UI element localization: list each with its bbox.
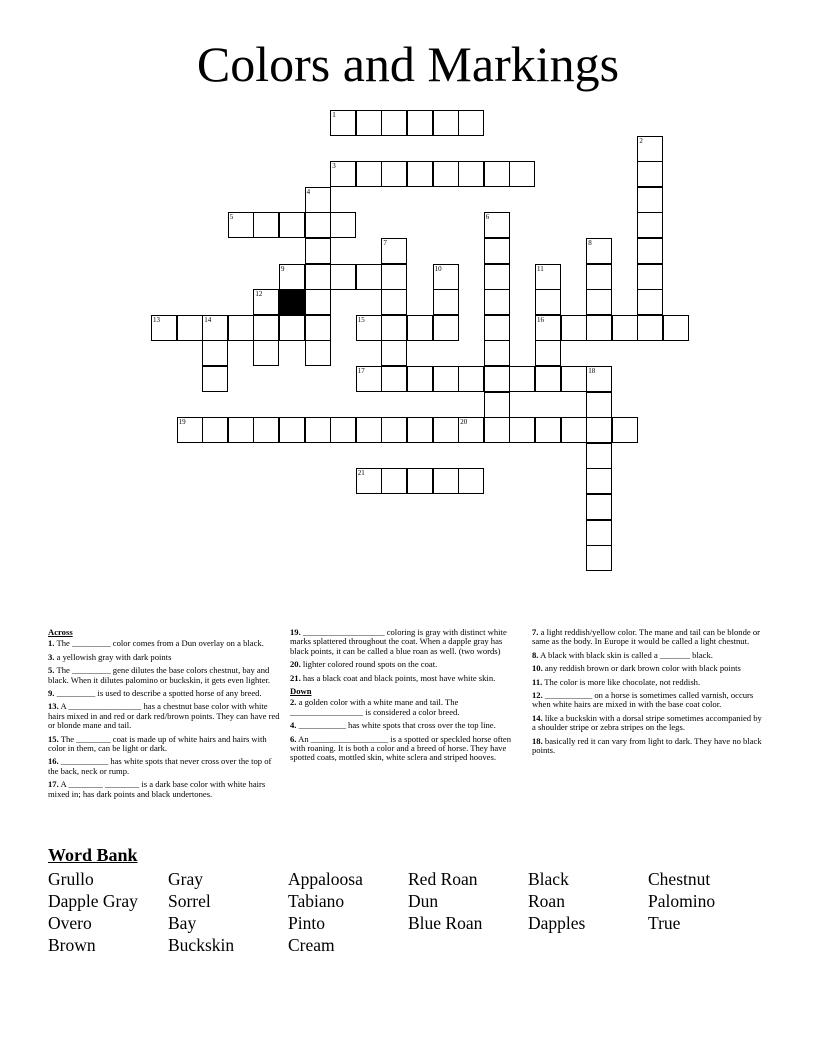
crossword-cell[interactable] xyxy=(330,417,356,443)
crossword-cell[interactable] xyxy=(305,238,331,264)
word-bank-item: Dun xyxy=(408,891,439,911)
crossword-cell[interactable] xyxy=(586,520,612,546)
word-bank-column xyxy=(288,868,363,956)
word-bank-item: Buckskin xyxy=(168,935,235,955)
clue-number: 17 xyxy=(357,367,365,375)
crossword-cell[interactable] xyxy=(407,468,433,494)
word-bank-item: Pinto xyxy=(288,913,325,933)
word-bank-column xyxy=(168,868,234,956)
crossword-cell[interactable] xyxy=(356,315,382,341)
crossword-cell[interactable] xyxy=(177,417,203,443)
clue-number: 12 xyxy=(255,290,263,299)
crossword-cell[interactable] xyxy=(535,366,561,392)
clue-down-8: 8. A black with black skin is called a _______ black. xyxy=(532,649,713,660)
clue-number: 14 xyxy=(204,315,212,324)
clue-number: 20 xyxy=(460,418,468,427)
clue-number: 10 xyxy=(434,264,442,273)
crossword-cell[interactable] xyxy=(637,289,663,315)
crossword-cell[interactable] xyxy=(381,417,407,443)
word-bank-item: Red Roan xyxy=(408,869,478,889)
crossword-cell[interactable] xyxy=(381,315,407,341)
crossword-cell[interactable] xyxy=(433,366,459,392)
word-bank-item: Chestnut xyxy=(648,869,711,889)
crossword-cell[interactable] xyxy=(253,315,279,341)
clue-number: 4 xyxy=(306,187,311,196)
crossword-cell[interactable] xyxy=(253,417,279,443)
clue-column-1 xyxy=(48,628,280,803)
word-bank-column xyxy=(648,868,715,934)
word-bank-column xyxy=(528,868,585,934)
crossword-cell[interactable] xyxy=(637,187,663,213)
word-bank-item: Bay xyxy=(168,913,197,933)
crossword-cell[interactable] xyxy=(305,417,331,443)
crossword-cell[interactable] xyxy=(433,315,459,341)
crossword-cell[interactable] xyxy=(279,264,305,290)
crossword-cell[interactable] xyxy=(305,264,331,290)
crossword-cell[interactable] xyxy=(535,340,561,366)
crossword-cell[interactable] xyxy=(330,110,356,136)
clue-number: 5 xyxy=(229,213,234,222)
crossword-cell[interactable] xyxy=(305,315,331,341)
crossword-cell[interactable] xyxy=(381,289,407,315)
crossword-cell[interactable] xyxy=(202,417,228,443)
crossword-cell[interactable] xyxy=(356,110,382,136)
clue-number: 2 xyxy=(639,136,643,145)
clue-down-18: 18. basically red it can vary from light to dark. They have no black points. xyxy=(532,735,762,756)
clue-down-6: 6. An __________________ is a spotted or speckled horse often with roaning. It is both a color and a breed of horse. They have spotted coats, mottled skin, white sclera and striped hooves. xyxy=(290,733,512,763)
crossword-cell[interactable] xyxy=(535,264,561,290)
page-title: Colors and Markings xyxy=(196,36,620,92)
crossword-cell[interactable] xyxy=(228,315,254,341)
crossword-cell[interactable] xyxy=(586,545,612,571)
crossword-cell[interactable] xyxy=(356,366,382,392)
word-bank-item: Dapples xyxy=(528,913,586,933)
word-bank-column xyxy=(48,868,138,956)
crossword-cell[interactable] xyxy=(330,161,356,187)
clue-down-7: 7. a light reddish/yellow color. The mane and tail can be blonde or same as the body. In Europe it would be called a light chestnut. xyxy=(532,627,761,647)
crossword-cell[interactable] xyxy=(586,443,612,469)
clue-number: 13 xyxy=(153,315,160,324)
crossword-cell[interactable] xyxy=(433,110,459,136)
crossword-cell[interactable] xyxy=(484,212,510,238)
crossword-cell[interactable] xyxy=(407,161,433,187)
crossword-cell[interactable] xyxy=(381,468,407,494)
clue-number: 16 xyxy=(537,315,544,324)
crossword-cell[interactable] xyxy=(586,417,612,443)
crossword-cell[interactable] xyxy=(535,417,561,443)
word-bank-item: True xyxy=(648,913,681,933)
crossword-cell[interactable] xyxy=(637,212,663,238)
crossword-cell[interactable] xyxy=(586,392,612,418)
crossword-cell[interactable] xyxy=(407,366,433,392)
crossword-cell[interactable] xyxy=(458,110,484,136)
clue-across-9: 9. _________ is used to describe a spotted horse of any breed. xyxy=(48,688,262,699)
crossword-cell[interactable] xyxy=(484,392,510,418)
clue-number: 19 xyxy=(178,418,186,427)
crossword-cell[interactable] xyxy=(586,468,612,494)
word-bank-item: Appaloosa xyxy=(288,869,363,889)
clue-down-2: 2. a golden color with a white mane and tail. The _________________ is considered a color breed. xyxy=(290,697,460,717)
crossword-cell[interactable] xyxy=(612,417,638,443)
crossword-cell[interactable] xyxy=(356,468,382,494)
crossword-cell[interactable] xyxy=(381,238,407,264)
clue-across-13: 13. A _________________ has a chestnut base color with white hairs mixed in and red or dark red/brown points. They can have red or blonde mane and tail. xyxy=(48,701,280,731)
crossword-cell[interactable] xyxy=(279,315,305,341)
crossword-cell[interactable] xyxy=(381,366,407,392)
crossword-cell[interactable] xyxy=(484,264,510,290)
crossword-cell[interactable] xyxy=(330,212,356,238)
word-bank-item: Cream xyxy=(288,935,335,955)
crossword-cell[interactable] xyxy=(253,340,279,366)
clue-across-21: 21. has a black coat and black points, most have white skin. xyxy=(290,672,496,683)
clue-across-19: 19. ___________________ coloring is gray with distinct white marks splattered throughout the coat. When a dapple gray has black points, it can be called a blue roan as well. (two words) xyxy=(290,627,507,656)
clue-across-20: 20. lighter colored round spots on the coat. xyxy=(290,659,438,670)
word-bank-item: Overo xyxy=(48,913,92,933)
crossword-cell[interactable] xyxy=(637,315,663,341)
crossword-cell[interactable] xyxy=(612,315,638,341)
clue-number: 11 xyxy=(537,264,544,273)
word-bank-item: Sorrel xyxy=(168,891,211,911)
word-bank-item: Blue Roan xyxy=(408,913,483,933)
crossword-cell[interactable] xyxy=(586,315,612,341)
clue-number: 7 xyxy=(383,239,387,247)
crossword-cell[interactable] xyxy=(561,417,587,443)
clue-down-4: 4. ___________ has white spots that cross over the top line. xyxy=(290,720,496,731)
crossword-cell[interactable] xyxy=(381,110,407,136)
word-bank-item: Tabiano xyxy=(288,891,345,911)
crossword-cell[interactable] xyxy=(356,161,382,187)
crossword-cell[interactable] xyxy=(305,340,331,366)
clue-number: 18 xyxy=(588,367,596,375)
clue-across-5: 5. The _________ gene dilutes the base colors chestnut, bay and black. When it dilutes palomino or buckskin, it gets even lighter. xyxy=(48,665,271,685)
clue-number: 1 xyxy=(332,111,336,119)
crossword-cell[interactable] xyxy=(484,161,510,187)
crossword-cell[interactable] xyxy=(586,289,612,315)
crossword-cell[interactable] xyxy=(509,417,535,443)
crossword-cell[interactable] xyxy=(381,340,407,366)
crossword-cell[interactable] xyxy=(356,417,382,443)
crossword-cell[interactable] xyxy=(433,417,459,443)
clue-number: 9 xyxy=(281,264,285,273)
clue-across-15: 15. The ________ coat is made up of white hairs and hairs with color in them, can be light or dark. xyxy=(48,733,267,754)
clue-number: 6 xyxy=(485,213,490,222)
crossword-cell[interactable] xyxy=(458,161,484,187)
crossword-cell[interactable] xyxy=(228,417,254,443)
crossword-cell[interactable] xyxy=(458,468,484,494)
clue-number: 8 xyxy=(588,239,592,247)
crossword-cell[interactable] xyxy=(637,161,663,187)
crossword-cell[interactable] xyxy=(305,289,331,315)
crossword-cell[interactable] xyxy=(407,417,433,443)
crossword-cell[interactable] xyxy=(305,187,331,213)
crossword-cell[interactable] xyxy=(253,289,279,315)
clue-across-1: 1. The _________ color comes from a Dun overlay on a black. xyxy=(48,638,264,649)
crossword-cell[interactable] xyxy=(484,340,510,366)
crossword-cell[interactable] xyxy=(637,264,663,290)
crossword-cell[interactable] xyxy=(407,110,433,136)
crossword-cell[interactable] xyxy=(535,289,561,315)
crossword-cell[interactable] xyxy=(561,315,587,341)
black-square xyxy=(279,289,305,315)
down-header: Down xyxy=(290,686,312,697)
crossword-cell[interactable] xyxy=(637,238,663,264)
clue-down-12: 12. ___________ on a horse is sometimes called varnish, occurs when white hairs are mixed in with the base coat color. xyxy=(532,690,754,710)
word-bank-title: Word Bank xyxy=(48,845,138,865)
crossword-cell[interactable] xyxy=(305,212,331,238)
clue-across-3: 3. a yellowish gray with dark points xyxy=(48,651,172,662)
clue-number: 15 xyxy=(357,315,365,324)
crossword-cell[interactable] xyxy=(202,366,228,392)
crossword-cell[interactable] xyxy=(433,468,459,494)
crossword-cell[interactable] xyxy=(151,315,177,341)
clue-down-11: 11. The color is more like chocolate, not reddish. xyxy=(532,676,701,687)
clue-down-10: 10. any reddish brown or dark brown color with black points xyxy=(532,663,741,674)
crossword-cell[interactable] xyxy=(484,366,510,392)
word-bank-item: Roan xyxy=(528,891,565,911)
crossword-cell[interactable] xyxy=(458,417,484,443)
word-bank-item: Black xyxy=(528,869,569,889)
crossword-cell[interactable] xyxy=(202,315,228,341)
crossword-cell[interactable] xyxy=(458,366,484,392)
crossword-cell[interactable] xyxy=(177,315,203,341)
clue-number: 21 xyxy=(357,469,365,478)
clue-column-3 xyxy=(532,628,764,759)
word-bank-item: Dapple Gray xyxy=(48,891,138,911)
crossword-cell[interactable] xyxy=(509,366,535,392)
clue-number: 3 xyxy=(332,162,336,171)
crossword-cell[interactable] xyxy=(509,161,535,187)
clue-across-17: 17. A ________ ________ is a dark base color with white hairs mixed in; has dark points and black undertones. xyxy=(48,779,266,799)
word-bank-column xyxy=(408,868,482,934)
crossword-cell[interactable] xyxy=(484,417,510,443)
crossword-cell[interactable] xyxy=(535,315,561,341)
crossword-cell[interactable] xyxy=(279,212,305,238)
crossword-cell[interactable] xyxy=(381,264,407,290)
crossword-cell[interactable] xyxy=(433,289,459,315)
crossword-cell[interactable] xyxy=(586,494,612,520)
crossword-cell[interactable] xyxy=(381,161,407,187)
crossword-cell[interactable] xyxy=(663,315,689,341)
crossword-cell[interactable] xyxy=(407,315,433,341)
clue-down-14: 14. like a buckskin with a dorsal stripe sometimes accompanied by a shoulder stripe or zebra stripes on the legs. xyxy=(532,712,762,733)
crossword-cell[interactable] xyxy=(228,212,254,238)
word-bank-item: Gray xyxy=(168,869,203,889)
clue-column-2 xyxy=(290,628,522,767)
crossword-cell[interactable] xyxy=(484,315,510,341)
clue-across-16: 16. ___________ has white spots that never cross over the top of the back, neck or rump. xyxy=(48,756,272,776)
crossword-cell[interactable] xyxy=(484,238,510,264)
crossword-cell[interactable] xyxy=(561,366,587,392)
crossword-cell[interactable] xyxy=(330,264,356,290)
crossword-cell[interactable] xyxy=(279,417,305,443)
word-bank-item: Brown xyxy=(48,935,96,955)
crossword-cell[interactable] xyxy=(433,161,459,187)
crossword-cell[interactable] xyxy=(637,136,663,162)
crossword-cell[interactable] xyxy=(484,289,510,315)
crossword-cell[interactable] xyxy=(586,238,612,264)
crossword-cell[interactable] xyxy=(586,366,612,392)
crossword-cell[interactable] xyxy=(202,340,228,366)
crossword-cell[interactable] xyxy=(253,212,279,238)
crossword-cell[interactable] xyxy=(586,264,612,290)
word-bank-item: Palomino xyxy=(648,891,716,911)
crossword-cell[interactable] xyxy=(433,264,459,290)
word-bank-item: Grullo xyxy=(48,869,94,889)
crossword-cell[interactable] xyxy=(356,264,382,290)
across-header: Across xyxy=(48,627,73,637)
